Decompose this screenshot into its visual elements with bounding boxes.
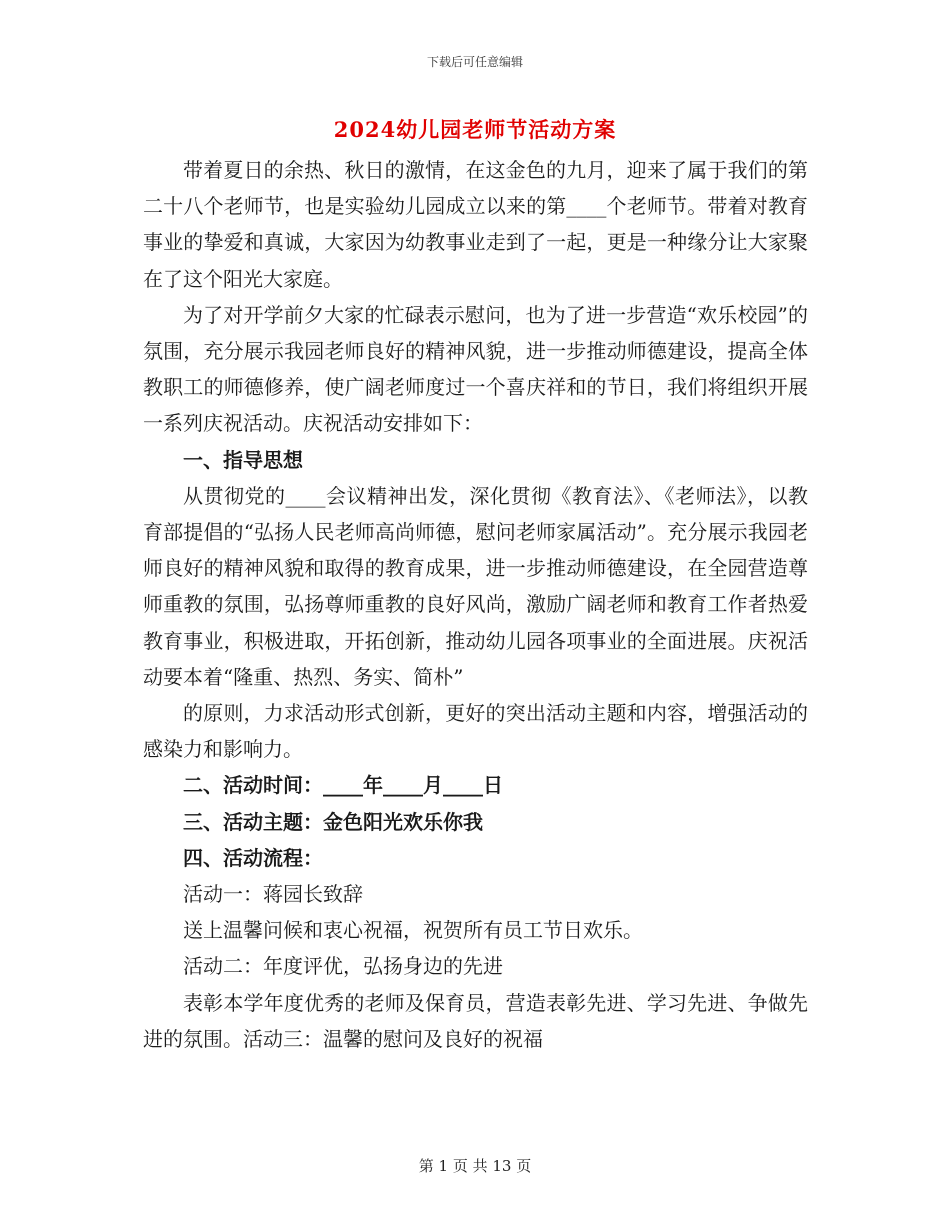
- header-note: 下载后可任意编辑: [426, 55, 523, 69]
- intro-paragraph: 带着夏日的余热、秋日的激情，在这金色的九月，迎来了属于我们的第二十八个老师节，也是实验幼儿园成立以来的第____个老师节。带着对教育事业的挚爱和真诚，大家因为幼教事业走到了一起，更是一种缘分让大家聚在了这个阳光大家庭。: [143, 158, 808, 291]
- principle-paragraph: 的原则，力求活动形式创新，更好的突出活动主题和内容，增强活动的感染力和影响力。: [143, 701, 808, 762]
- activity-one-description: 送上温馨问候和衷心祝福，祝贺所有员工节日欢乐。: [183, 918, 643, 943]
- purpose-paragraph: 为了对开学前夕大家的忙碌表示慰问，也为了进一步营造“欢乐校园”的氛围，充分展示我园老师良好的精神风貌，进一步推动师德建设，提高全体教职工的师德修养，使广阔老师度过一个喜庆祥和的节日，我们将组织开展一系列庆祝活动。庆祝活动安排如下：: [143, 302, 808, 436]
- activity-two-description: 表彰本学年度优秀的老师及保育员，营造表彰先进、学习先进、争做先进的氛围。活动三：温馨的慰问及良好的祝福: [143, 990, 808, 1051]
- section-heading-activity-theme: 三、活动主题：金色阳光欢乐你我: [183, 809, 483, 834]
- activity-one-title: 活动一：蒋园长致辞: [183, 882, 363, 907]
- activity-two-title: 活动二：年度评优，弘扬身边的先进: [183, 954, 503, 979]
- section-heading-activity-process: 四、活动流程：: [183, 845, 323, 870]
- document-body: [143, 152, 808, 1057]
- page-footer: 第 1 页 共 13 页: [418, 1157, 532, 1175]
- section-heading-guiding-ideology: 一、指导思想: [183, 447, 303, 472]
- section-heading-activity-time: 二、活动时间：____年____月____日: [183, 773, 503, 798]
- document-title: 2024幼儿园老师节活动方案: [333, 117, 617, 142]
- guiding-ideology-paragraph: 从贯彻党的____会议精神出发，深化贯彻《教育法》、《老师法》，以教育部提倡的“弘扬人民老师高尚师德，慰问老师家属活动”。充分展示我园老师良好的精神风貌和取得的教育成果，进一步推动师德建设，在全园营造尊师重教的氛围，弘扬尊师重教的良好风尚，激励广阔老师和教育工作者热爱教育事业，积极进取，开拓创新，推动幼儿园各项事业的全面进展。庆祝活动要本着“隆重、热烈、务实、简朴”: [143, 483, 808, 689]
